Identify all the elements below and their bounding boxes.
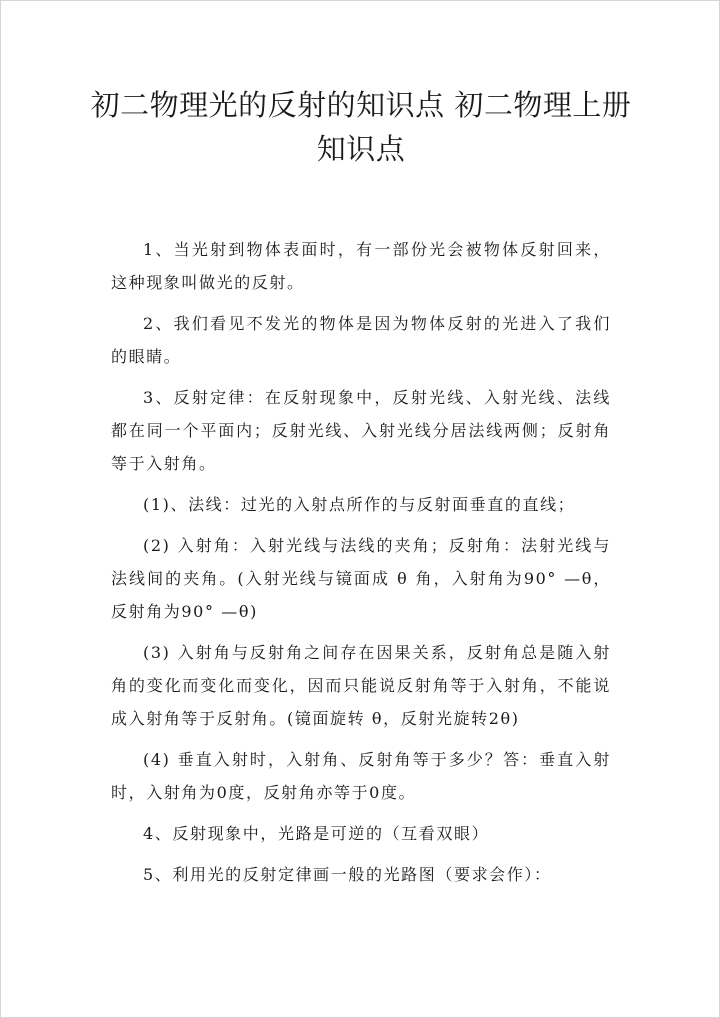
paragraph-5: 5、利用光的反射定律画一般的光路图（要求会作）： bbox=[143, 865, 552, 884]
paragraph-2: 2、我们看见不发光的物体是因为物体反射的光进入了我们的眼睛。 bbox=[111, 314, 611, 366]
document-body bbox=[111, 233, 611, 891]
title-line-2: 知识点 bbox=[316, 132, 406, 166]
paragraph-3-3: (3) 入射角与反射角之间存在因果关系，反射角总是随入射角的变化而变化而变化，因而只能说反射角等于入射角，不能说成入射角等于反射角。(镜面旋转 θ，反射光旋转2θ) bbox=[111, 643, 611, 728]
paragraph-3-1: (1)、法线：过光的入射点所作的与反射面垂直的直线； bbox=[143, 495, 576, 514]
paragraph-3: 3、反射定律：在反射现象中，反射光线、入射光线、法线都在同一个平面内；反射光线、入射光线分居法线两侧；反射角等于入射角。 bbox=[111, 388, 611, 473]
paragraph-3-4: (4) 垂直入射时，入射角、反射角等于多少？答：垂直入射时，入射角为0度，反射角亦等于0度。 bbox=[111, 750, 611, 802]
title-line-1: 初二物理光的反射的知识点 初二物理上册 bbox=[90, 88, 632, 122]
document-title bbox=[81, 83, 641, 171]
paragraph-1: 1、当光射到物体表面时，有一部份光会被物体反射回来，这种现象叫做光的反射。 bbox=[111, 240, 611, 292]
paragraph-3-2: (2) 入射角：入射光线与法线的夹角；反射角：法射光线与法线间的夹角。(入射光线与镜面成 θ 角，入射角为90° —θ，反射角为90° —θ) bbox=[111, 536, 611, 621]
paragraph-4: 4、反射现象中，光路是可逆的（互看双眼） bbox=[143, 824, 490, 843]
